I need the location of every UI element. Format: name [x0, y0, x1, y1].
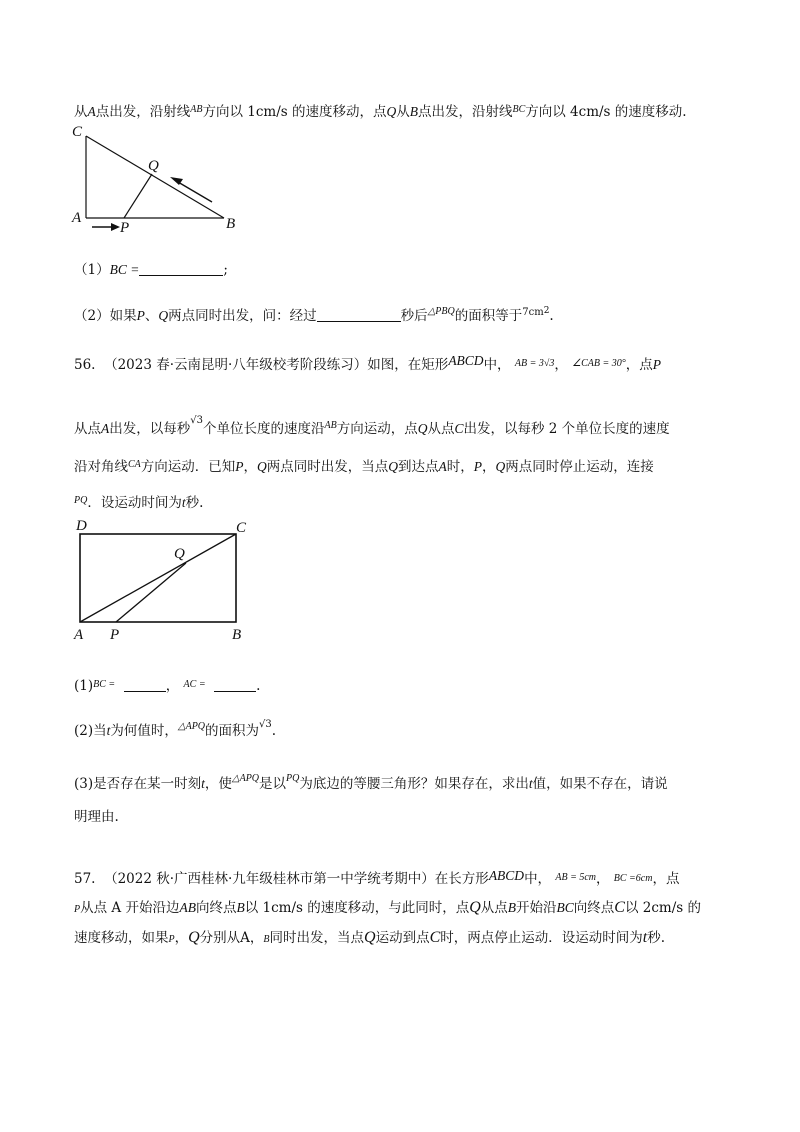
text: ，	[554, 357, 568, 373]
q56-part3-line2	[74, 808, 119, 826]
text: 从点	[427, 421, 455, 437]
label-d: D	[76, 518, 87, 534]
text: ，	[174, 930, 189, 946]
text: 个单位长度的速度沿	[202, 421, 325, 437]
var-p: P	[74, 904, 81, 915]
var-p: P	[168, 934, 175, 945]
text: 出发，以每秒	[109, 421, 191, 437]
var-bc: BC	[512, 104, 526, 115]
answer-blank[interactable]	[139, 261, 223, 276]
q55-triangle-figure	[66, 122, 256, 234]
var-p: P	[235, 459, 244, 474]
text: 、	[144, 308, 159, 324]
text: .	[549, 308, 554, 324]
text: ，使	[204, 776, 232, 792]
var-t: t	[642, 929, 648, 946]
q55-part2	[74, 302, 554, 325]
var-p: P	[136, 308, 145, 323]
text: ，	[595, 871, 610, 887]
text: 从点	[74, 421, 101, 437]
segment-pq	[124, 174, 152, 218]
text: 时，	[446, 459, 474, 475]
var-ab: AB	[324, 420, 337, 431]
text: ，	[243, 459, 258, 475]
diagonal-ac	[80, 534, 236, 622]
text: .	[256, 678, 261, 694]
text: .	[271, 723, 277, 739]
q56-stem-line3	[74, 456, 654, 476]
var-pq: PQ	[74, 495, 88, 506]
answer-blank-bc[interactable]	[124, 677, 166, 692]
text: （2）如果	[74, 308, 137, 324]
expr: BC =	[109, 262, 140, 277]
q56-stem-line4	[74, 492, 203, 512]
superscript: 2	[543, 306, 550, 316]
text: 两点同时出发，当点	[266, 459, 389, 475]
expr-ab: AB = 5cm	[555, 872, 596, 883]
text: 方向运动，点	[336, 421, 418, 437]
var-q: Q	[388, 459, 399, 474]
text: 秒.	[185, 495, 204, 511]
var-p: P	[652, 357, 661, 372]
text: (2)当	[74, 723, 107, 739]
text: 同时出发，当点	[269, 930, 365, 946]
text: 中，	[524, 871, 552, 887]
q56-part3	[74, 770, 668, 793]
text: 向终点	[573, 900, 615, 916]
text: ，	[482, 459, 496, 475]
text: 向终点	[195, 900, 237, 916]
text: 值，如果不存在，请说	[532, 776, 668, 792]
text: ，点	[652, 871, 680, 887]
var-q: Q	[386, 104, 397, 119]
text: (1)	[74, 678, 94, 694]
var-ab: AB	[190, 104, 203, 115]
var-b: B	[507, 900, 517, 915]
text: 出发，以每秒 2 个单位长度的速度	[463, 421, 670, 437]
var-t: t	[106, 723, 111, 738]
text: 是以	[259, 776, 287, 792]
var-bc: BC	[556, 900, 574, 915]
text: 开始沿	[516, 900, 557, 916]
var-a: A	[101, 421, 110, 436]
text: 从点 A 开始沿边	[80, 900, 180, 916]
expr-angle: ∠CAB = 30°	[572, 358, 626, 369]
var-t: t	[181, 495, 186, 510]
label-q: Q	[148, 158, 159, 174]
q57-stem-line2	[74, 899, 701, 919]
text: 秒后	[400, 308, 428, 324]
text: (3)是否存在某一时刻	[74, 776, 202, 792]
q56-rectangle-figure	[66, 514, 266, 646]
text: 运动到点	[375, 930, 430, 946]
text: 的面积等于	[454, 308, 523, 324]
triangle-apq: △APQ	[177, 721, 206, 732]
answer-blank-ac[interactable]	[214, 677, 256, 692]
text: 方向以 1cm/s 的速度移动，点	[202, 104, 387, 120]
var-c: C	[429, 929, 441, 946]
var-pq: PQ	[286, 773, 300, 784]
expr-ac: AC =	[183, 679, 206, 690]
q57-stem-line1	[74, 867, 679, 888]
q56-part2	[74, 716, 276, 740]
var-q: Q	[158, 308, 169, 323]
text: ．设运动时间为	[87, 495, 182, 511]
text: 分别从A，	[199, 930, 264, 946]
label-a: A	[72, 210, 82, 226]
label-b: B	[232, 627, 242, 643]
label-c: C	[236, 520, 247, 536]
text: 为底边的等腰三角形？如果存在，求出	[299, 776, 529, 792]
text: 以 1cm/s 的速度移动，与此同时，点	[244, 900, 470, 916]
side-cb	[86, 136, 224, 218]
text: （2022 秋·广西桂林·九年级桂林市第一中学统考期中）在长方形	[104, 871, 489, 887]
var-q: Q	[188, 929, 200, 946]
var-q: Q	[469, 899, 481, 916]
sqrt3: √3	[190, 415, 203, 426]
text: 中，	[483, 357, 511, 373]
value: √3	[259, 719, 272, 730]
text: 明理由.	[74, 809, 119, 825]
var-a: A	[87, 104, 96, 119]
segment-pq	[116, 563, 186, 622]
value: 7cm	[522, 307, 544, 318]
answer-blank[interactable]	[317, 307, 401, 322]
var-abcd: ABCD	[448, 353, 484, 368]
label-q: Q	[174, 546, 185, 562]
var-ca: CA	[128, 459, 141, 470]
text: 点出发，沿射线	[95, 104, 191, 120]
expr-ab: AB = 3√3	[514, 358, 555, 369]
var-b: B	[263, 934, 270, 945]
var-b: B	[236, 900, 245, 915]
var-b: B	[409, 104, 418, 119]
label-p: P	[120, 220, 130, 234]
text: 两点同时出发，问：经过	[168, 308, 317, 324]
q56-stem-line2	[74, 412, 670, 438]
text: 点出发，沿射线	[417, 104, 513, 120]
q57-stem-line3	[74, 929, 665, 949]
var-q: Q	[257, 459, 267, 474]
var-abcd: ABCD	[488, 868, 525, 883]
text: 为何值时，	[110, 723, 178, 739]
q56-part1	[74, 676, 260, 695]
var-t: t	[201, 776, 205, 791]
label-p: P	[110, 627, 120, 643]
triangle-apq: △APQ	[231, 773, 260, 784]
question-number: 57.	[74, 871, 96, 887]
text: 的面积为	[205, 723, 260, 739]
var-p: P	[473, 459, 483, 474]
var-t: t	[528, 776, 533, 791]
label-b: B	[226, 216, 236, 232]
expr-bc: BC =6cm	[613, 873, 653, 884]
arrow-p-head	[111, 223, 120, 231]
var-q: Q	[417, 421, 428, 436]
var-c: C	[454, 421, 464, 436]
text: ，	[165, 678, 180, 694]
arrow-q	[178, 182, 212, 202]
text: （1）	[74, 262, 110, 278]
text: 方向以 4cm/s 的速度移动.	[525, 104, 687, 120]
text: ，点	[625, 357, 653, 373]
q56-stem-line1	[74, 352, 661, 374]
question-number: 56.	[74, 357, 96, 373]
triangle-pbq: △PBQ	[427, 306, 455, 317]
label-c: C	[72, 124, 83, 140]
text: 从	[74, 104, 88, 120]
q55-part1	[74, 261, 228, 279]
label-a: A	[74, 627, 84, 643]
text: 秒.	[647, 930, 666, 946]
expr-bc: BC =	[93, 679, 116, 690]
text: 到达点	[398, 459, 439, 475]
var-ab: AB	[179, 900, 196, 915]
text: 从	[396, 104, 410, 120]
text: 从点	[480, 900, 508, 916]
var-c: C	[614, 899, 625, 916]
text: ;	[223, 262, 228, 278]
q55-intro	[74, 101, 687, 121]
text: （2023 春·云南昆明·八年级校考阶段练习）如图，在矩形	[104, 357, 449, 373]
var-q: Q	[495, 459, 506, 474]
text: 两点同时停止运动，连接	[505, 459, 654, 475]
var-q: Q	[364, 929, 376, 946]
var-a: A	[438, 459, 447, 474]
text: 沿对角线	[74, 459, 128, 475]
text: 速度移动，如果	[74, 930, 169, 946]
text: 方向运动．已知	[140, 459, 236, 475]
text: 以 2cm/s 的	[624, 900, 701, 916]
text: 时，两点停止运动．设运动时间为	[440, 930, 643, 946]
